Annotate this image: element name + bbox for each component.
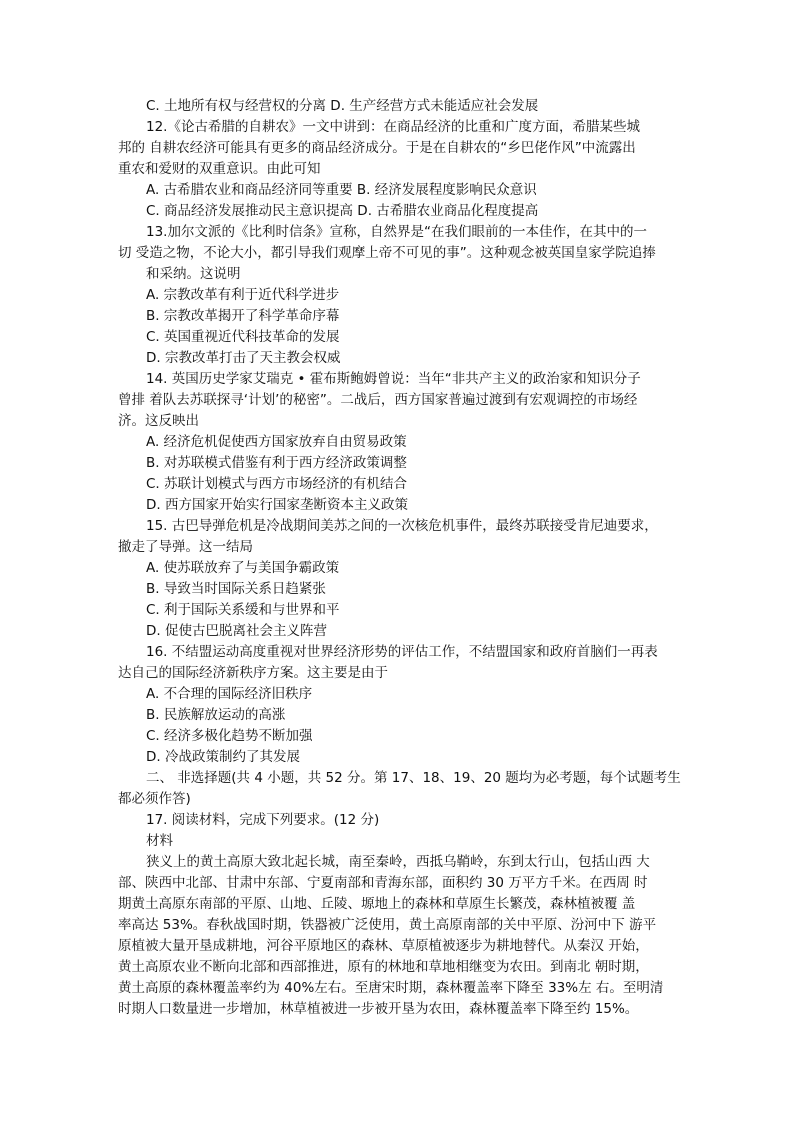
q15-stem-line-1: 15. 古巴导弹危机是冷战期间美苏之间的一次核危机事件，最终苏联接受肯尼迪要求， <box>146 518 658 534</box>
material-label: 材料 <box>146 833 173 849</box>
q14-stem-line-3: 济。这反映出 <box>118 413 199 429</box>
q14-stem-line-1: 14. 英国历史学家艾瑞克 • 霍布斯鲍姆曾说：当年“非共产主义的政治家和知识分子 <box>146 371 641 387</box>
q15-option-c: C. 利于国际关系缓和与世界和平 <box>146 602 340 618</box>
q11-options-cd: C. 土地所有权与经营权的分离 D. 生产经营方式未能适应社会发展 <box>146 98 539 114</box>
q13-stem-line-2: 切 受造之物，不论大小，都引导我们观摩上帝不可见的事”。这种观念被英国皇家学院追捧 <box>118 245 656 261</box>
q13-stem-line-1: 13.加尔文派的《比利时信条》宣称，自然界是“在我们眼前的一本佳作，在其中的一 <box>146 224 647 240</box>
material-line-1: 狭义上的黄土高原大致北起长城，南至秦岭，西抵乌鞘岭，东到太行山，包括山西 大 <box>146 854 650 870</box>
material-line-3: 期黄土高原东南部的平原、山地、丘陵、塬地上的森林和草原生长繁茂，森林植被覆 盖 <box>118 896 636 912</box>
q13-option-d: D. 宗教改革打击了天主教会权威 <box>146 350 341 366</box>
q14-stem-line-2: 曾排 着队去苏联探寻‘计划’的秘密”。二战后，西方国家普遍过渡到有宏观调控的市场经 <box>118 392 638 408</box>
q16-option-c: C. 经济多极化趋势不断加强 <box>146 728 313 744</box>
q17-stem: 17. 阅读材料，完成下列要求。(12 分) <box>146 812 380 828</box>
q16-option-a: A. 不合理的国际经济旧秩序 <box>146 686 313 702</box>
q12-stem-line-3: 重农和爱财的双重意识。由此可知 <box>118 161 321 177</box>
q15-option-a: A. 使苏联放弃了与美国争霸政策 <box>146 560 340 576</box>
material-line-7: 黄土高原的森林覆盖率约为 40%左右。至唐宋时期，森林覆盖率下降至 33%左 右。至明清 <box>118 980 664 996</box>
q12-options-ab: A. 古希腊农业和商品经济同等重要 B. 经济发展程度影响民众意识 <box>146 182 537 198</box>
q15-option-d: D. 促使古巴脱离社会主义阵营 <box>146 623 327 639</box>
material-line-4: 率高达 53%。春秋战国时期，铁器被广泛使用，黄土高原南部的关中平原、汾河中下 游平 <box>118 917 657 933</box>
q13-option-a: A. 宗教改革有利于近代科学进步 <box>146 287 340 303</box>
q16-option-b: B. 民族解放运动的高涨 <box>146 707 286 723</box>
q14-option-b: B. 对苏联模式借鉴有利于西方经济政策调整 <box>146 455 407 471</box>
q13-option-b: B. 宗教改革揭开了科学革命序幕 <box>146 308 340 324</box>
q16-stem-line-2: 达自己的国际经济新秩序方案。这主要是由于 <box>118 665 388 681</box>
section-two-heading-cont: 都必须作答) <box>118 791 191 807</box>
material-line-8: 时期人口数量进一步增加，林草植被进一步被开垦为农田，森林覆盖率下降至约 15%。 <box>118 1001 639 1017</box>
material-line-2: 部、陕西中北部、甘肃中东部、宁夏南部和青海东部，面积约 30 万平方千米。在西周 时 <box>118 875 648 891</box>
section-two-heading: 二、 非选择题(共 4 小题，共 52 分。第 17、18、19、20 题均为必考题，每个试题考生 <box>146 770 681 786</box>
q16-stem-line-1: 16. 不结盟运动高度重视对世界经济形势的评估工作，不结盟国家和政府首脑们一再表 <box>146 644 658 660</box>
q15-stem-line-2: 撤走了导弹。这一结局 <box>118 539 253 555</box>
q14-option-d: D. 西方国家开始实行国家垄断资本主义政策 <box>146 497 408 513</box>
q12-options-cd: C. 商品经济发展推动民主意识提高 D. 古希腊农业商品化程度提高 <box>146 203 539 219</box>
q13-option-c: C. 英国重视近代科技革命的发展 <box>146 329 340 345</box>
q13-stem-line-3: 和采纳。这说明 <box>146 266 241 282</box>
q14-option-c: C. 苏联计划模式与西方市场经济的有机结合 <box>146 476 408 492</box>
q12-stem-line-1: 12.《论古希腊的自耕农》一文中讲到：在商品经济的比重和广度方面，希腊某些城 <box>146 119 640 135</box>
material-line-5: 原植被大量开垦成耕地，河谷平原地区的森林、草原植被逐步为耕地替代。从秦汉 开始， <box>118 938 649 954</box>
material-line-6: 黄土高原农业不断向北部和西部推进，原有的林地和草地相继变为农田。到南北 朝时期， <box>118 959 649 975</box>
q15-option-b: B. 导致当时国际关系日趋紧张 <box>146 581 326 597</box>
q12-stem-line-2: 邦的 自耕农经济可能具有更多的商品经济成分。于是在自耕农的“乡巴佬作风”中流露出 <box>118 140 636 156</box>
q16-option-d: D. 冷战政策制约了其发展 <box>146 749 300 765</box>
q14-option-a: A. 经济危机促使西方国家放弃自由贸易政策 <box>146 434 407 450</box>
